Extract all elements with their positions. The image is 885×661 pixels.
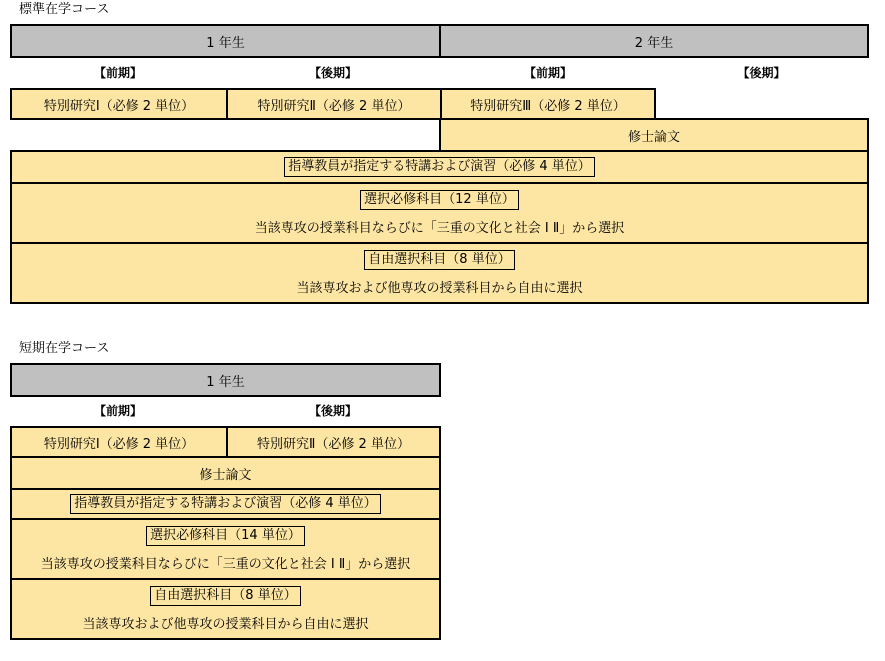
standard-research-1 — [10, 88, 228, 120]
short-thesis — [10, 456, 441, 490]
cell-label: 特別研究Ⅱ（必修 2 単位） — [257, 98, 411, 114]
short-year1-header — [10, 363, 441, 397]
short-free-elective — [10, 578, 441, 640]
cell-label: 自由選択科目（8 単位） — [150, 586, 300, 606]
cell-label: 指導教員が指定する特講および演習（必修 4 単位） — [70, 494, 381, 514]
standard-free-elective — [10, 242, 869, 304]
cell-label: 修士論文 — [627, 129, 680, 145]
standard-term-y1-first: 【前期】 — [93, 66, 142, 80]
standard-research-3 — [440, 88, 656, 120]
cell-note: 当該専攻の授業科目ならびに「三重の文化と社会 Ⅰ Ⅱ」から選択 — [40, 556, 411, 572]
standard-research-2 — [226, 88, 442, 120]
cell-note: 当該専攻および他専攻の授業科目から自由に選択 — [82, 616, 369, 632]
standard-year1-header — [10, 24, 441, 58]
short-seminar — [10, 488, 441, 520]
standard-term-y2-first: 【前期】 — [523, 66, 572, 80]
cell-label: 指導教員が指定する特講および演習（必修 4 単位） — [284, 157, 595, 177]
standard-elective-required — [10, 182, 869, 244]
standard-year2-header — [439, 24, 869, 58]
cell-label: 選択必修科目（12 単位） — [360, 190, 519, 210]
standard-term-y2-second: 【後期】 — [737, 66, 786, 80]
cell-label: 修士論文 — [199, 467, 252, 483]
year-label: 1 年生 — [206, 374, 245, 390]
standard-thesis — [439, 118, 869, 152]
cell-label: 特別研究Ⅰ（必修 2 単位） — [43, 436, 195, 452]
year-label: 1 年生 — [206, 35, 245, 51]
cell-note: 当該専攻および他専攻の授業科目から自由に選択 — [296, 280, 583, 296]
year-label: 2 年生 — [634, 35, 674, 51]
cell-note: 当該専攻の授業科目ならびに「三重の文化と社会 Ⅰ Ⅱ」から選択 — [254, 220, 625, 236]
short-elective-required — [10, 518, 441, 580]
cell-label: 選択必修科目（14 単位） — [146, 526, 305, 546]
short-research-2 — [226, 426, 441, 458]
standard-seminar — [10, 150, 869, 184]
cell-label: 特別研究Ⅱ（必修 2 単位） — [257, 436, 410, 452]
short-term-second: 【後期】 — [308, 404, 357, 418]
short-research-1 — [10, 426, 228, 458]
short-course-title: 短期在学コース — [19, 341, 110, 356]
standard-term-y1-second: 【後期】 — [308, 66, 357, 80]
cell-label: 特別研究Ⅰ（必修 2 単位） — [43, 98, 195, 114]
short-term-first: 【前期】 — [93, 404, 142, 418]
standard-course-title: 標準在学コース — [19, 2, 110, 17]
cell-label: 自由選択科目（8 単位） — [364, 250, 514, 270]
cell-label: 特別研究Ⅲ（必修 2 単位） — [470, 98, 626, 114]
